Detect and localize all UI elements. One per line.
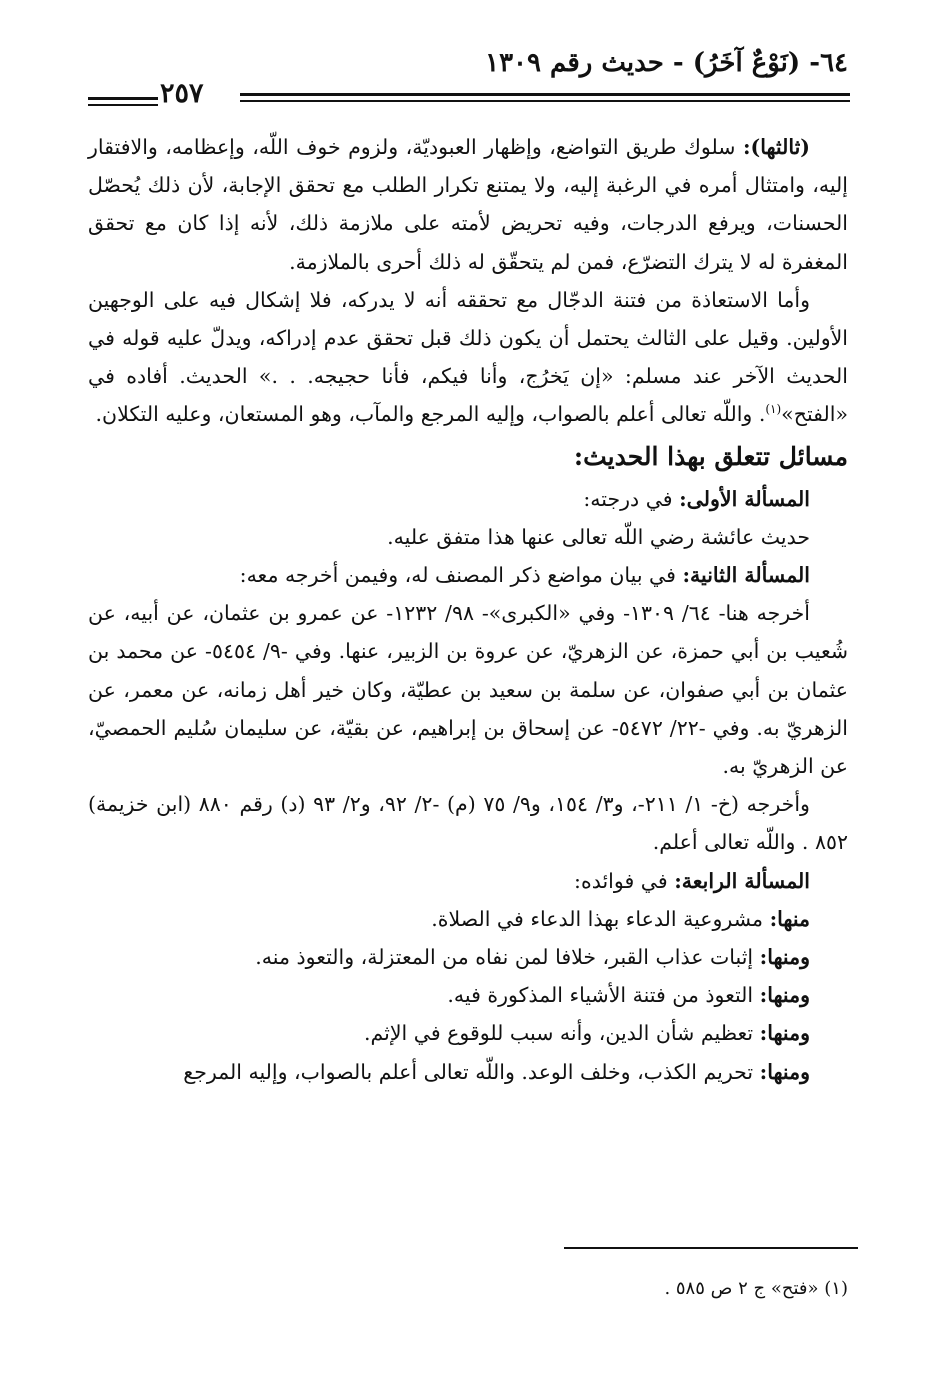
paragraph-third xyxy=(88,128,848,281)
header-rule xyxy=(240,100,850,102)
footnote: (١) «فتح» ج ٢ ص ٥٨٥ . xyxy=(664,1278,848,1299)
running-head: ٦٤- (نَوْعٌ آخَرُ) - حديث رقم ١٣٠٩ xyxy=(485,48,848,78)
header-rule xyxy=(240,93,850,96)
issue-first xyxy=(88,480,848,518)
paragraph-text: سلوك طريق التواضع، وإظهار العبوديّة، ولزوم خوف اللّه، وإعظامه، والافتقار إليه، وامتثال أمره في الرغبة إليه، ولا يمتنع تكرار الطلب مع تحقق الإجابة، لأن ذلك يُحصّل الحسنات، ويرفع الدرجات، وفيه تحريض لأمته على ملازمة ذلك، لأنه إذا كان مع تحقق المغفرة له لا يترك التضرّع، فمن لم يتحقّق له ذلك أحرى بالملازمة. xyxy=(88,135,848,274)
benefit-text: تعظيم شأن الدين، وأنه سبب للوقوع في الإثم. xyxy=(363,1021,754,1046)
benefit-text: مشروعية الدعاء بهذا الدعاء في الصلاة. xyxy=(431,906,764,931)
benefit-label: منها: xyxy=(769,906,810,931)
issue-second-body: أخرجه هنا- ٦٤/ ١٣٠٩- وفي «الكبرى»- ٩٨/ ١٢٣٢- عن عمرو بن عثمان، عن أبيه، عن شُعيب بن أبي حمزة، عن الزهريّ، عن عروة بن الزبير، عنها. وفي -٩/ ٥٤٥٤- عن محمد بن عثمان بن أبي صفوان، عن سلمة بن سعيد بن عطيّة، وكان خير أهل زمانه، عن معمر، عن الزهريّ به. وفي -٢٢/ ٥٤٧٢- عن إسحاق بن إبراهيم، عن بقيّة، عن سليمان سُليم الحمصيّ، عن الزهريّ به. xyxy=(88,601,849,779)
issue-second-body-2: وأخرجه (خ- ١/ ٢١١-، و٣/ ١٥٤، و٩/ ٧٥ (م) -٢/ ٩٢، و٢/ ٩٣ (د) رقم ٨٨٠ (ابن خزيمة) ٨٥٢ . واللّه تعالى أعلم. xyxy=(88,792,848,855)
paragraph-label: (ثالثها): xyxy=(742,135,810,159)
benefit-label: ومنها: xyxy=(759,945,810,970)
benefit-item xyxy=(88,900,848,938)
issue-fourth xyxy=(88,862,848,900)
benefit-text: إثبات عذاب القبر، خلافا لمن نفاه من المعتزلة، والتعوذ منه. xyxy=(255,945,754,970)
paragraph-text: . واللّه تعالى أعلم بالصواب، وإليه المرجع والمآب، وهو المستعان، وعليه التكلان. xyxy=(95,402,766,427)
benefit-item xyxy=(88,1014,848,1052)
issue-heading: في فوائده: xyxy=(574,868,668,893)
benefit-item xyxy=(88,976,848,1014)
main-text xyxy=(88,128,848,1091)
paragraph-text: وأما الاستعاذة من فتنة الدجّال مع تحققه أنه لا يدركه، فلا إشكال فيه على الوجهين الأولين. وقيل على الثالث يحتمل أن يكون ذلك قبل تحقق عدم إدراكه، ويدلّ عليه قوله في الحديث الآخر عند مسلم: «إن يَخرُج، وأنا فيكم، فأنا حجيجه. . .» الحديث. أفاده في «الفتح» xyxy=(88,287,848,427)
benefit-label: ومنها: xyxy=(759,983,810,1008)
benefit-text: التعوذ من فتنة الأشياء المذكورة فيه. xyxy=(447,983,754,1008)
benefit-label: ومنها: xyxy=(759,1059,810,1084)
footnote-divider xyxy=(564,1247,858,1249)
benefit-text: تحريم الكذب، وخلف الوعد. واللّه تعالى أعلم بالصواب، وإليه المرجع xyxy=(183,1059,754,1084)
issue-heading: في بيان مواضع ذكر المصنف له، وفيمن أخرجه معه: xyxy=(239,563,676,588)
benefit-label: ومنها: xyxy=(759,1021,810,1046)
page-number: ٢٥٧ xyxy=(160,78,204,109)
section-title: مسائل تتعلق بهذا الحديث: xyxy=(573,441,848,471)
issue-label: المسألة الرابعة: xyxy=(674,868,810,893)
benefit-item xyxy=(88,1053,848,1091)
issue-second xyxy=(88,556,848,594)
header-rule xyxy=(88,97,158,100)
paragraph-dajjal xyxy=(88,281,848,434)
footnote-reference: (١) xyxy=(765,402,782,417)
issue-heading: في درجته: xyxy=(583,486,673,511)
header-rule xyxy=(88,104,158,106)
issue-label: المسألة الأولى: xyxy=(679,486,810,511)
benefit-item xyxy=(88,938,848,976)
issue-first-body: حديث عائشة رضي اللّه تعالى عنها هذا متفق عليه. xyxy=(387,524,810,549)
issue-label: المسألة الثانية: xyxy=(682,563,810,588)
